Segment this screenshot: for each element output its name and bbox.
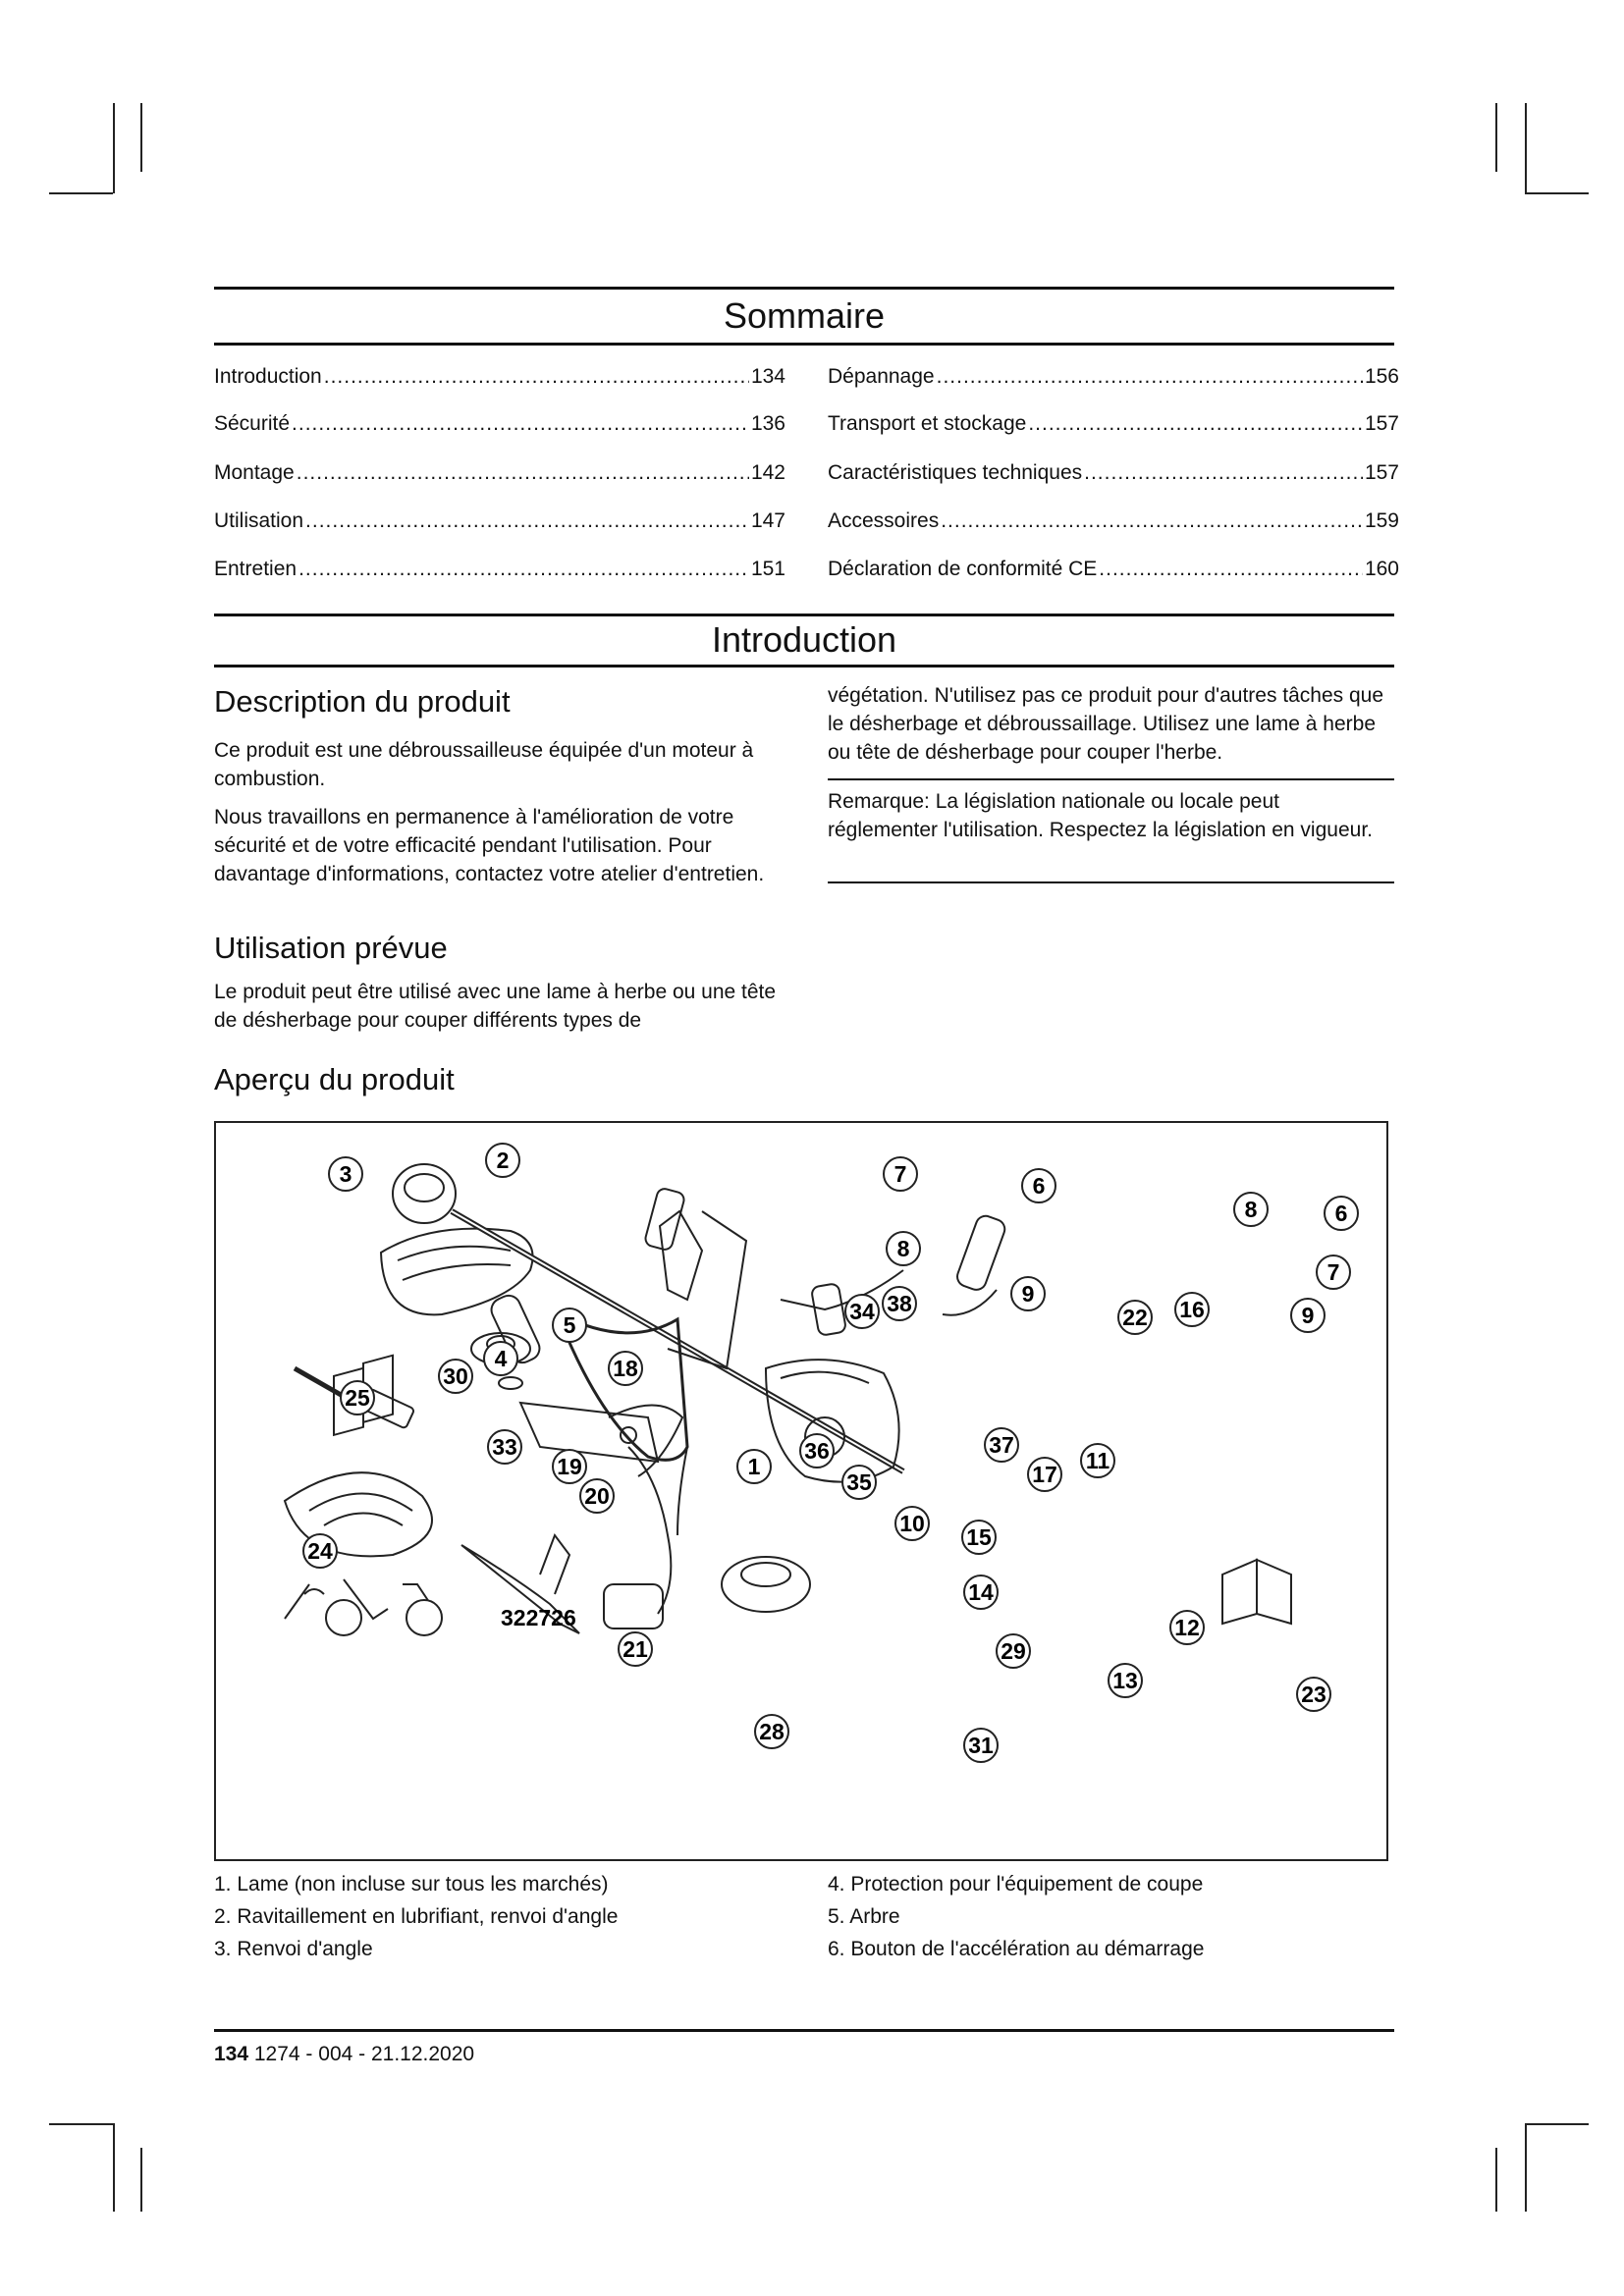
callout-number: 20 [584, 1483, 610, 1509]
toc-entry[interactable] [828, 461, 1399, 485]
footer-text [214, 2040, 474, 2068]
toc-leader-dots [324, 365, 749, 389]
desc-paragraph-2: Nous travaillons en permanence à l'amélioration de votre sécurité et de votre efficacité pendant l'utilisation. Pour davantage d'informations, contactez votre atelier d'entretien. [214, 806, 765, 885]
footer-page: 134 [214, 2043, 249, 2065]
toc-entry-page: 136 [750, 412, 785, 435]
use-paragraph: Le produit peut être utilisé avec une lame à herbe ou une tête de désherbage pour couper différents types de [214, 981, 777, 1032]
toc-entry-label: Entretien [214, 558, 298, 580]
crop-mark [1525, 103, 1527, 193]
callout-number: 6 [1032, 1173, 1046, 1199]
callout-number: 23 [1301, 1682, 1326, 1707]
use-paragraph-continued: végétation. N'utilisez pas ce produit pour d'autres tâches que le désherbage et débroussaillage. Utilisez une lame à herbe ou tête de désherbage pour couper l'herbe. [828, 684, 1384, 764]
callout-number: 9 [1021, 1281, 1035, 1307]
toc-entry-label: Utilisation [214, 509, 304, 532]
callout-number: 18 [613, 1356, 638, 1381]
callout-number: 3 [339, 1161, 352, 1187]
callout-number: 6 [1334, 1201, 1348, 1226]
callout-number: 25 [345, 1385, 370, 1411]
product-illustration [216, 1123, 1390, 1863]
note [828, 787, 1378, 844]
footer-doc: 1274 - 004 - 21.12.2020 [248, 2043, 475, 2065]
toc-entry[interactable] [214, 365, 785, 389]
toc-entry-page: 157 [1364, 461, 1399, 484]
toc-leader-dots [297, 461, 749, 485]
toc-entry[interactable] [214, 558, 785, 581]
toc-entry-page: 160 [1364, 558, 1399, 580]
legend-item: 1. Lame (non incluse sur tous les marchés) [214, 1873, 609, 1896]
callout-number: 12 [1174, 1615, 1200, 1640]
toc-entry[interactable] [214, 509, 785, 533]
toc-entry-label: Sécurité [214, 412, 291, 435]
toc-entry-label: Dépannage [828, 365, 935, 388]
callout-number: 36 [804, 1438, 830, 1464]
toc-leader-dots [1084, 461, 1363, 485]
trimmer-spool-drawing [722, 1557, 810, 1612]
legend-item: 4. Protection pour l'équipement de coupe [828, 1873, 1204, 1896]
callout-number: 9 [1301, 1303, 1315, 1328]
toc-leader-dots [292, 412, 749, 436]
note-text: La législation nationale ou locale peut réglementer l'utilisation. Respectez la législation en vigueur. [828, 790, 1373, 841]
crop-mark [140, 2148, 142, 2212]
toc-entry[interactable] [214, 461, 785, 485]
crop-mark [1495, 103, 1497, 172]
grip-drawing [660, 1211, 702, 1300]
callout-number: 1 [747, 1454, 761, 1479]
product-overview-figure [214, 1121, 1388, 1861]
desc-paragraph-1: Ce produit est une débroussailleuse équipée d'un moteur à combustion. [214, 739, 754, 790]
callout-number: 28 [759, 1719, 785, 1744]
toc-entry-page: 142 [750, 461, 785, 484]
toc-leader-dots [941, 509, 1363, 533]
crop-mark [1495, 2148, 1497, 2212]
toc-entry-label: Transport et stockage [828, 412, 1027, 435]
toc-entry-label: Montage [214, 461, 295, 484]
callout-number: 34 [849, 1299, 875, 1324]
callout-circle [406, 1600, 442, 1635]
toc-entry[interactable] [828, 558, 1399, 581]
blade-drawing [520, 1403, 658, 1462]
note-rule-bottom [828, 881, 1394, 883]
callout-number: 29 [1001, 1638, 1026, 1664]
rule [214, 287, 1394, 290]
callout-number: 30 [443, 1363, 468, 1389]
toc-entry-label: Caractéristiques techniques [828, 461, 1083, 484]
use-heading: Utilisation prévue [214, 931, 448, 965]
toc-entry[interactable] [828, 365, 1399, 389]
callout-number: 19 [557, 1454, 582, 1479]
callout-number: 22 [1122, 1305, 1148, 1330]
harness-drawing [628, 1447, 687, 1614]
callout-number: 8 [1244, 1197, 1258, 1222]
callout-number: 7 [1326, 1259, 1340, 1285]
legend-item: 6. Bouton de l'accélération au démarrage [828, 1938, 1205, 1960]
rule [214, 343, 1394, 346]
spanner-drawing [285, 1584, 324, 1619]
rule [214, 665, 1394, 667]
callout-number: 10 [899, 1511, 925, 1536]
rule [214, 614, 1394, 616]
desc-heading: Description du produit [214, 684, 511, 719]
callout-number: 33 [492, 1434, 517, 1460]
engine-drawing [766, 1360, 899, 1482]
callout-number: 17 [1032, 1462, 1057, 1487]
note-label: Remarque: [828, 790, 930, 813]
callout-number: 2 [496, 1148, 510, 1173]
toc-entry-page: 157 [1364, 412, 1399, 435]
callout-circle [326, 1600, 361, 1635]
toc-entry-label: Déclaration de conformité CE [828, 558, 1098, 580]
crop-mark [1525, 2123, 1527, 2212]
legend-item: 3. Renvoi d'angle [214, 1938, 373, 1960]
toc-entry-label: Introduction [214, 365, 322, 388]
crop-mark [1525, 192, 1589, 194]
callout-number: 8 [896, 1236, 910, 1261]
footer-rule [214, 2029, 1394, 2032]
toc-leader-dots [298, 558, 749, 581]
toc-entry-label: Accessoires [828, 509, 940, 532]
toc-leader-dots [305, 509, 749, 533]
legend-item: 2. Ravitaillement en lubrifiant, renvoi d'angle [214, 1905, 619, 1928]
callout-number: 16 [1179, 1297, 1205, 1322]
callout-number: 37 [989, 1432, 1014, 1458]
toc-entry[interactable] [828, 412, 1399, 436]
callout-number: 21 [623, 1636, 648, 1662]
callout-number: 7 [893, 1161, 907, 1187]
note-rule-top [828, 778, 1394, 780]
toc-entry[interactable] [828, 509, 1399, 533]
toc-leader-dots [937, 365, 1363, 389]
toc-leader-dots [1028, 412, 1363, 436]
crop-mark [1525, 2123, 1589, 2125]
callout-number: 35 [846, 1469, 872, 1495]
toc-entry-page: 151 [750, 558, 785, 580]
toc-entry-page: 159 [1364, 509, 1399, 532]
callout-number: 24 [307, 1538, 333, 1564]
crop-mark [113, 103, 115, 193]
callout-number: 14 [968, 1579, 994, 1605]
toc-entry[interactable] [214, 412, 785, 436]
manual-book-drawing [1222, 1560, 1291, 1624]
toc-leader-dots [1099, 558, 1363, 581]
crop-mark [49, 192, 113, 194]
toc-entry-page: 134 [750, 365, 785, 388]
crop-mark [113, 2123, 115, 2212]
toc-title: Sommaire [723, 295, 886, 336]
callout-number: 38 [887, 1291, 912, 1316]
callout-number: 15 [966, 1524, 992, 1550]
callout-number: 11 [1085, 1448, 1110, 1473]
toc-entry-page: 147 [750, 509, 785, 532]
callout-number: 31 [968, 1733, 994, 1758]
callout-number: 13 [1112, 1668, 1138, 1693]
legend-item: 5. Arbre [828, 1905, 900, 1928]
intro-title: Introduction [711, 619, 897, 660]
part-code: 322726 [501, 1605, 576, 1630]
crop-mark [140, 103, 142, 172]
callout-layer [303, 1144, 1358, 1762]
callout-number: 4 [494, 1346, 508, 1371]
overview-heading: Aperçu du produit [214, 1062, 455, 1096]
toc-entry-page: 156 [1364, 365, 1399, 388]
callout-number: 5 [563, 1312, 576, 1338]
crop-mark [49, 2123, 113, 2125]
